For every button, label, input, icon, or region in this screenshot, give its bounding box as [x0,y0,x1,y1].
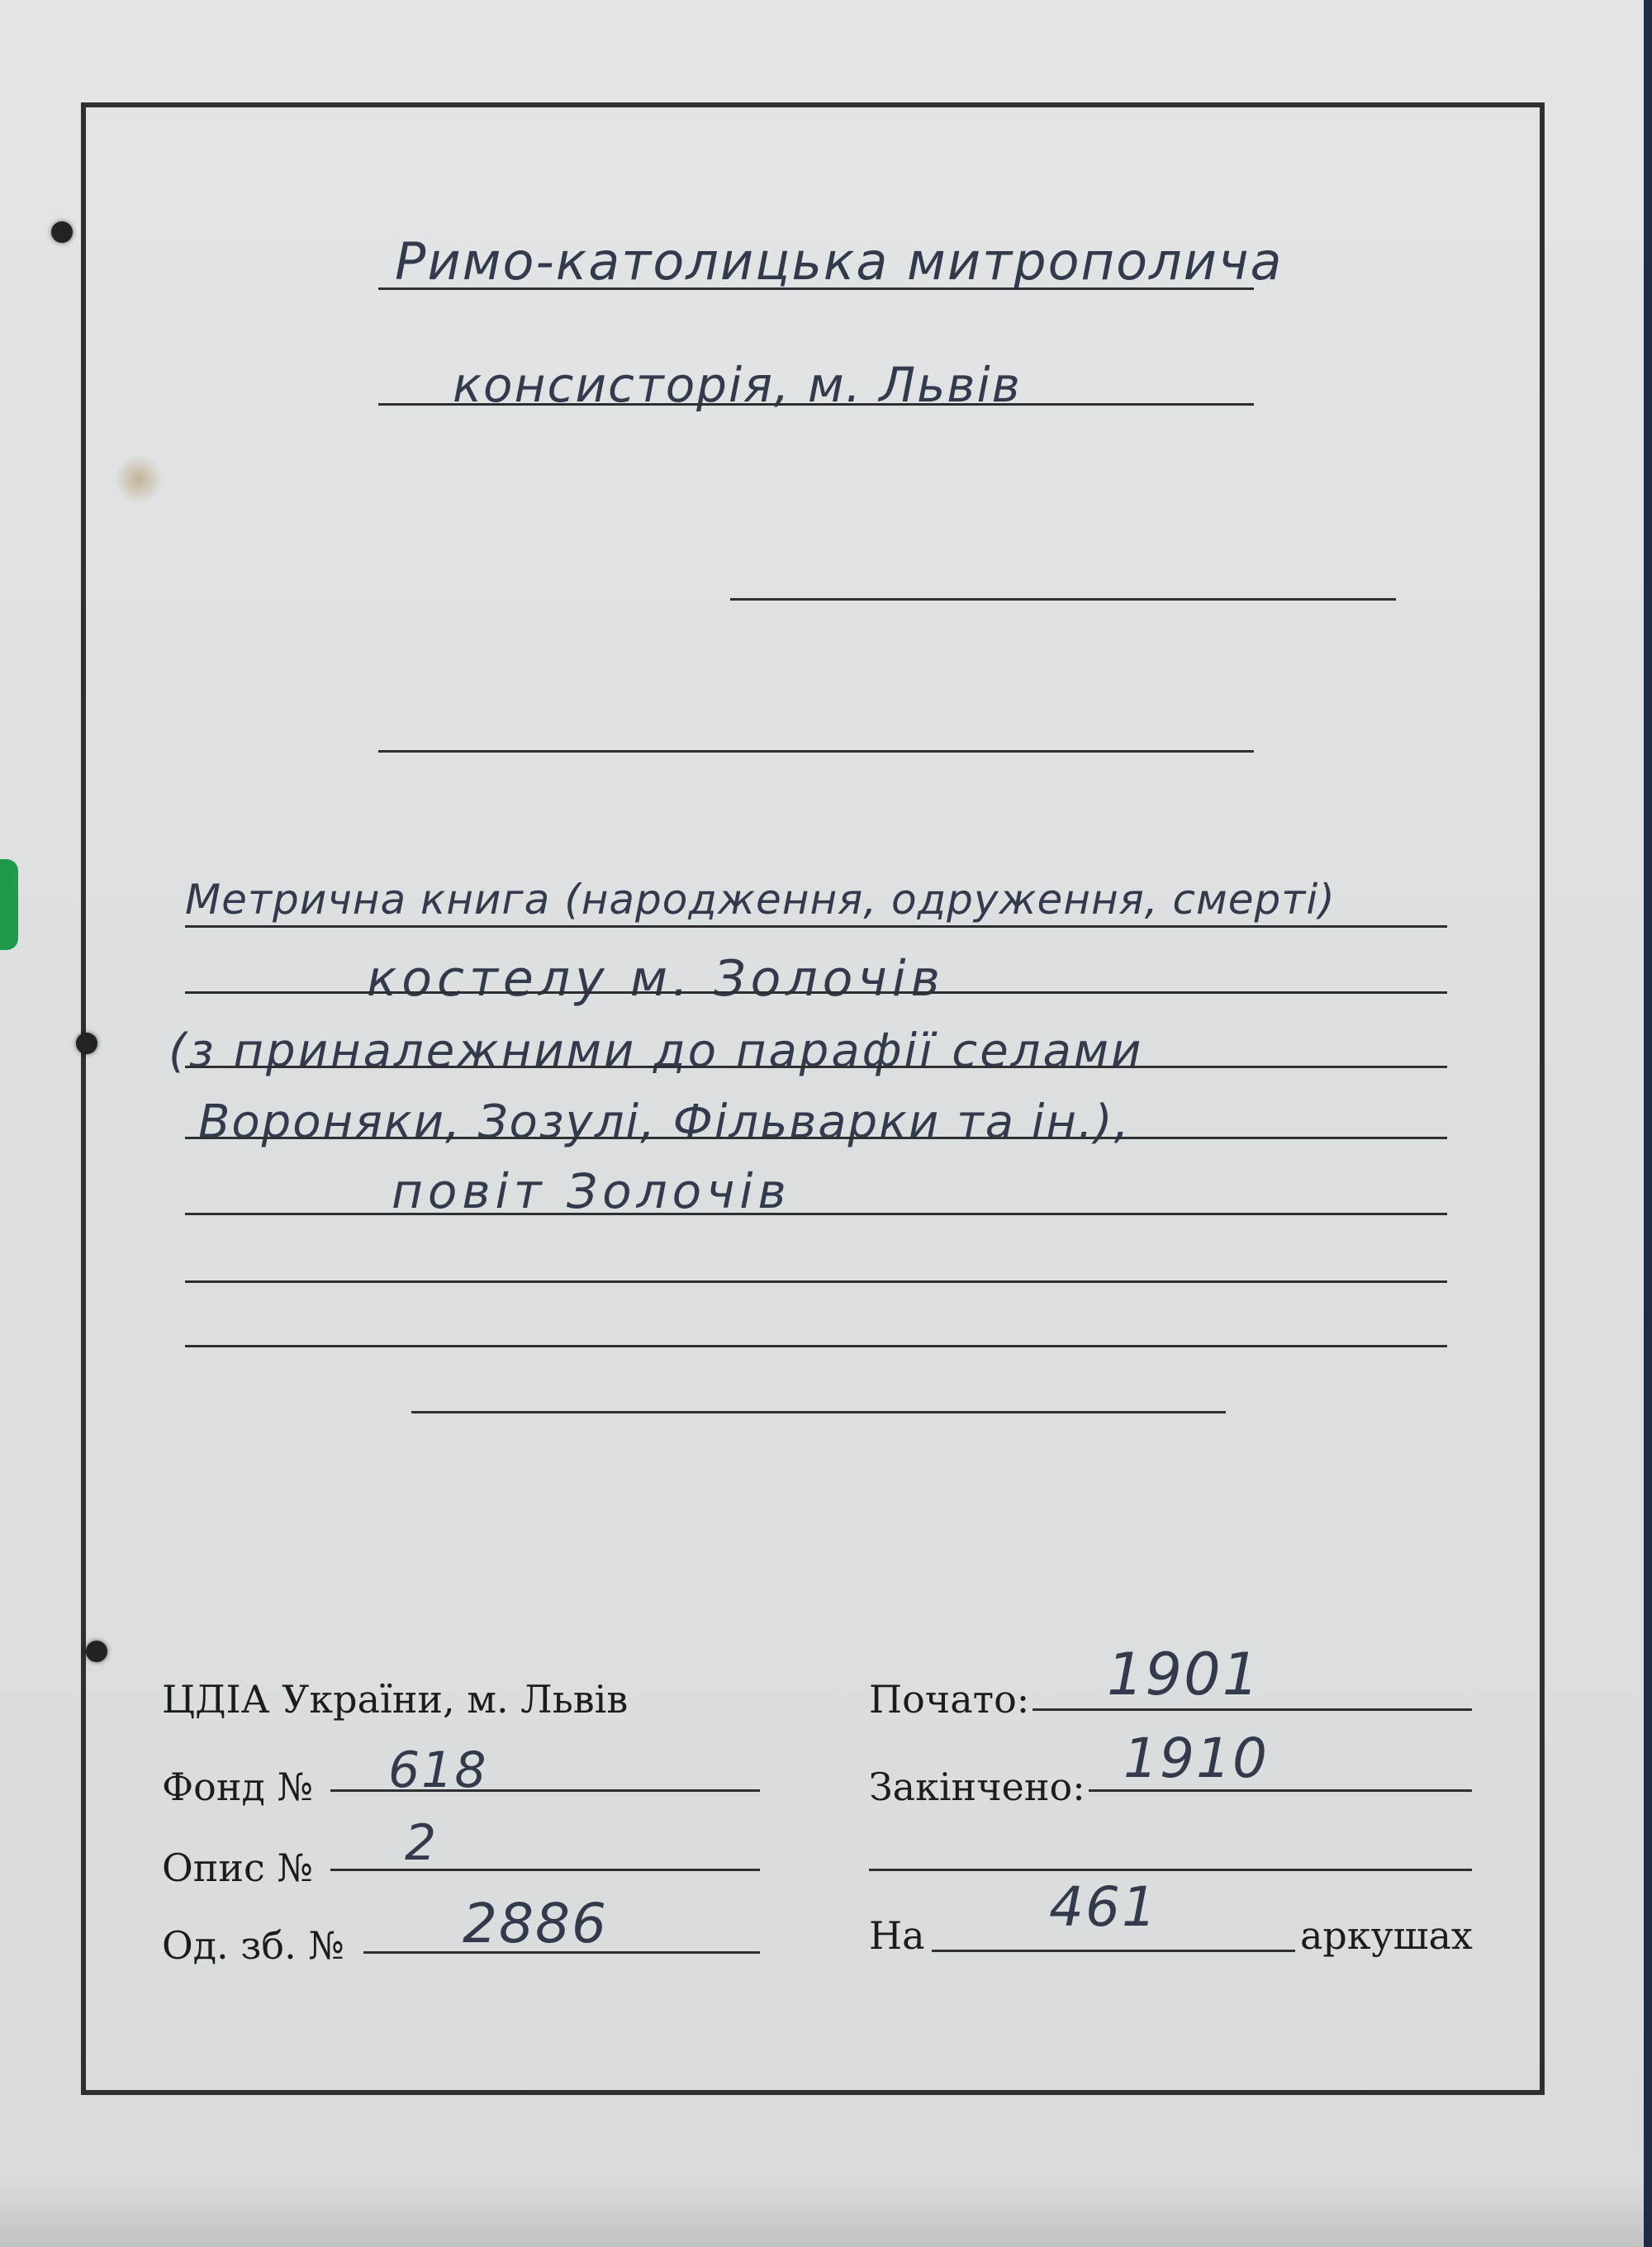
opys-value: 2 [405,1814,439,1872]
blank-rule-2 [378,750,1254,753]
sheets-rule [932,1950,1295,1952]
fond-value: 618 [388,1741,488,1799]
description-line-2: костелу м. Золочів [367,950,945,1008]
blank-date-rule [869,1869,1472,1871]
punch-hole-top [51,221,73,243]
green-index-tab [0,859,18,950]
header-line-1: Римо-католицька митрополича [395,231,1284,292]
description-line-3: (з приналежними до парафії селами [169,1024,1144,1078]
finished-label: Закінчено: [869,1765,1085,1809]
description-rule-1 [185,925,1447,928]
sheets-label: аркушах [1300,1913,1473,1958]
finished-value: 1910 [1123,1727,1269,1790]
header-rule-1 [378,287,1254,290]
blank-rule-4 [185,1345,1447,1347]
started-value: 1901 [1107,1641,1261,1708]
od-zb-label: Од. зб. № [162,1923,344,1968]
blank-rule-3 [185,1280,1447,1283]
description-rule-5 [185,1213,1447,1215]
started-label: Почато: [869,1677,1030,1722]
description-line-5: повіт Золочів [392,1163,791,1219]
punch-hole-middle [76,1033,97,1054]
description-rule-4 [185,1137,1447,1139]
paper-stain [114,454,164,504]
fond-label: Фонд № [162,1765,314,1809]
archive-name: ЦДІА України, м. Львів [162,1677,629,1722]
blank-rule-1 [730,598,1396,601]
description-line-4: Вороняки, Зозулі, Фільварки та ін.), [198,1095,1131,1149]
description-line-1: Метрична книга (народження, одруження, смерті) [185,876,1336,924]
od-zb-value: 2886 [463,1892,608,1955]
description-rule-3 [185,1066,1447,1068]
header-rule-2 [378,403,1254,406]
blank-rule-5 [411,1411,1226,1413]
sheets-value: 461 [1049,1875,1158,1939]
na-label: На [869,1913,925,1958]
started-rule [1032,1708,1472,1711]
opys-rule [330,1869,760,1871]
description-rule-2 [185,991,1447,994]
opys-label: Опис № [162,1846,313,1890]
header-line-2: консисторія, м. Львів [453,357,1022,413]
punch-hole-bottom [86,1641,107,1662]
